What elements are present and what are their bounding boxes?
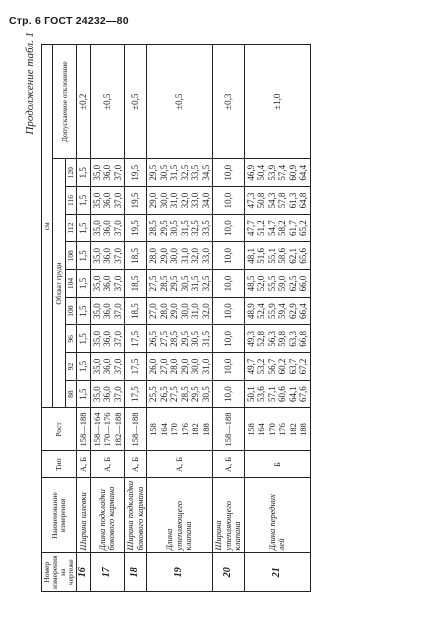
row-value [213,187,245,215]
row-value-line: 28,0 [148,247,158,264]
row-tolerance: ±0,2 [77,45,91,159]
row-value-line: 37,0 [112,386,123,403]
row-value-line: 49,7 [245,358,256,375]
row-value [125,380,147,408]
row-value [244,297,310,325]
row-value [90,214,125,242]
row-value-line: 29,0 [169,303,179,320]
row-value-line: 1,5 [78,250,88,262]
row-value-line: 34,5 [200,164,211,181]
row-value-line: 50,4 [256,164,266,181]
row-value-line: 29,5 [148,164,158,181]
row-value-line: 64,1 [287,386,298,403]
row-value-line: 26,5 [158,386,169,403]
row-value [77,242,91,270]
col-obhvat: Обхват груди [53,159,66,408]
row-value-line: 56,7 [266,358,277,375]
row-value-line: 26,5 [148,330,158,347]
row-value-line: 62,1 [287,247,298,264]
row-value-line: 1,5 [78,388,88,400]
row-value-line: 56,3 [266,330,277,347]
row-value [147,187,213,215]
row-value-line: 63,3 [287,330,298,347]
row-value-line: 51,6 [256,247,266,264]
row-value-line: 30,5 [158,164,169,181]
row-value-line: 30,5 [190,330,200,347]
row-value [77,270,91,298]
row-value-line: 57,4 [277,164,287,181]
row-value-line: 27,5 [148,275,158,292]
row-value-line: 31,5 [169,164,179,181]
row-value-line: 30,0 [179,303,190,320]
row-value-line: 65,6 [298,247,308,264]
row-value-line: 62,5 [287,275,298,292]
row-value-line: 17,5 [130,330,141,347]
row-value-line: 1,5 [78,194,88,207]
row-value-line: 33,5 [200,220,211,237]
row-value-line: 29,0 [148,192,158,209]
row-name: Длина передних лей [244,478,310,553]
row-rost [147,408,213,451]
row-value-line: 19,5 [130,164,141,181]
row-rost-line: 158 [245,423,256,436]
row-value-line: 29,5 [179,330,190,347]
row-value-line: 32,5 [200,275,211,292]
row-value-line: 33,5 [190,164,200,181]
row-type: А, Б [213,451,245,478]
row-value-line: 54,3 [266,192,277,209]
row-rost-line: 182—188 [112,412,123,447]
row-value-line: 51,2 [256,220,266,237]
row-value-line: 35,0 [91,164,102,181]
row-value-line: 34,0 [200,192,211,209]
row-value-line: 55,1 [266,247,277,264]
col-num: Номер измерения на чертеже [42,553,77,592]
row-rost-line: 182 [287,423,298,436]
row-rost-line: 182 [190,423,200,436]
row-name: Длина подкладки бокового кармана [90,478,125,553]
row-value-line: 35,0 [91,247,102,264]
row-value-line: 31,5 [179,220,190,237]
row-value [125,297,147,325]
row-value-line: 29,0 [158,247,169,264]
row-name: Ширина шлевки [77,478,91,553]
row-value-line: 52,8 [256,330,266,347]
row-value-line: 55,9 [266,303,277,320]
row-value [213,270,245,298]
row-value-line: 35,0 [91,330,102,347]
col-size-108: 108 [66,242,77,270]
row-rost-line: 164 [158,423,169,436]
row-value [90,297,125,325]
table-continuation-label: Продолжение табл. 1 [24,32,36,135]
row-value-line: 33,0 [200,247,211,264]
row-value-line: 35,0 [91,275,102,292]
row-value-line: 64,8 [298,192,308,209]
row-tolerance: ±0,3 [213,45,245,159]
row-value-line: 36,0 [102,330,112,347]
table-row [147,45,213,592]
row-value-line: 27,5 [169,386,179,403]
row-value-line: 36,0 [102,386,112,403]
col-size-120: 120 [66,159,77,187]
row-value [147,353,213,381]
row-rost-line: 170—176 [102,412,112,447]
row-value-line: 30,5 [179,275,190,292]
row-value-line: 60,6 [277,386,287,403]
row-value-line: 30,5 [200,386,211,403]
row-number: 21 [244,553,310,592]
row-value [244,270,310,298]
row-rost-line: 170 [169,423,179,436]
row-rost [213,408,245,451]
row-value-line: 53,9 [266,164,277,181]
row-number: 16 [77,553,91,592]
row-tolerance: ±1,0 [244,45,310,159]
row-value [125,187,147,215]
row-value-line: 48,9 [245,303,256,320]
row-value-line: 1,5 [78,333,88,345]
row-rost-line: 158—188 [130,412,141,447]
row-value-line: 31,0 [190,303,200,320]
row-value-line: 61,7 [287,220,298,237]
row-type: А, Б [77,451,91,478]
row-rost-line: 188 [200,423,211,436]
row-value [213,214,245,242]
row-value-line: 28,0 [169,358,179,375]
row-value-line: 65,2 [298,220,308,237]
row-number: 20 [213,553,245,592]
row-value-line: 31,0 [179,247,190,264]
row-value-line: 67,6 [298,386,308,403]
table-row [244,45,310,592]
row-value-line: 52,4 [256,303,266,320]
row-value-line: 19,5 [130,192,141,209]
row-value-line: 37,0 [112,275,123,292]
row-value-line: 29,5 [190,386,200,403]
row-value-line: 28,5 [148,220,158,237]
row-value-line: 31,0 [169,192,179,209]
row-value [77,353,91,381]
row-value-line: 29,5 [158,220,169,237]
row-value-line: 19,5 [130,220,141,237]
col-size-112: 112 [66,214,77,242]
row-value-line: 29,5 [169,275,179,292]
row-value-line: 37,0 [112,303,123,320]
row-value-line: 27,0 [158,358,169,375]
row-value-line: 59,4 [277,303,287,320]
rotated-table-area [24,32,424,592]
row-value [125,353,147,381]
row-value-line: 66,8 [298,330,308,347]
row-value-line: 62,9 [287,303,298,320]
row-rost-line: 176 [179,423,190,436]
row-value-line: 31,0 [200,358,211,375]
measurements-table [41,44,311,592]
row-rost-line: 158 [148,423,158,436]
row-value-line: 1,5 [78,277,88,290]
row-value-line: 32,5 [190,220,200,237]
row-value-line: 35,0 [91,358,102,375]
row-value-line: 35,0 [91,220,102,237]
row-name: Длина утепляющего клапана [147,478,213,553]
row-tolerance: ±0,5 [90,45,125,159]
row-value [90,242,125,270]
row-value-line: 54,7 [266,220,277,237]
row-value-line: 10,0 [223,164,233,181]
row-value-line: 66,0 [298,275,308,292]
row-value-line: 35,0 [91,192,102,209]
row-value-line: 30,0 [158,192,169,209]
row-type: А, Б [125,451,147,478]
row-value-line: 36,0 [102,358,112,375]
row-value-line: 30,0 [190,358,200,375]
row-value-line: 32,0 [200,303,211,320]
row-value-line: 48,5 [245,275,256,292]
row-rost-line: 158—188 [223,412,233,447]
row-value [147,214,213,242]
row-value-line: 17,5 [130,386,141,403]
row-value-line: 32,0 [179,192,190,209]
row-value [125,159,147,187]
page-header: Стр. 6 ГОСТ 24232—80 [9,15,129,27]
row-value [90,353,125,381]
row-value-line: 37,0 [112,247,123,264]
row-value [77,159,91,187]
row-value [147,325,213,353]
row-value-line: 32,0 [190,247,200,264]
row-name: Ширина подкладки бокового кармана [125,478,147,553]
row-value-line: 36,0 [102,247,112,264]
row-value-line: 63,7 [287,358,298,375]
row-value-line: 26,0 [148,358,158,375]
row-value [213,380,245,408]
row-rost-line: 170 [266,423,277,436]
row-value-line: 29,0 [179,358,190,375]
row-value-line: 55,5 [266,275,277,292]
row-value-line: 48,1 [245,247,256,264]
row-value-line: 47,3 [245,192,256,209]
row-value [77,297,91,325]
row-value [213,242,245,270]
row-value-line: 67,2 [298,358,308,375]
row-value [77,214,91,242]
row-type: А, Б [147,451,213,478]
row-value-line: 49,3 [245,330,256,347]
row-value-line: 17,5 [130,358,141,375]
row-value-line: 58,2 [277,220,287,237]
row-value-line: 30,5 [169,220,179,237]
row-value-line: 37,0 [112,358,123,375]
col-type: Тип [42,451,77,478]
col-rost: Рост [42,408,77,451]
row-value-line: 28,5 [179,386,190,403]
row-value-line: 57,8 [277,192,287,209]
table-row [125,45,147,592]
row-value-line: 1,5 [78,360,88,373]
row-value-line: 36,0 [102,275,112,292]
row-value-line: 57,1 [266,386,277,403]
row-rost-line: 164 [256,423,266,436]
row-value [244,242,310,270]
row-value-line: 18,5 [130,275,141,292]
row-value-line: 10,0 [223,220,233,237]
row-value-line: 37,0 [112,164,123,181]
row-value-line: 31,5 [190,275,200,292]
row-value-line: 32,5 [179,164,190,181]
row-value-line: 61,3 [287,192,298,209]
row-value-line: 36,0 [102,164,112,181]
row-value [90,270,125,298]
row-value-line: 1,5 [78,222,88,234]
row-value [125,325,147,353]
row-tolerance: ±0,5 [125,45,147,159]
row-value [244,380,310,408]
row-value-line: 28,5 [169,330,179,347]
row-value-line: 50,1 [245,386,256,403]
row-type: А, Б [90,451,125,478]
row-value [77,187,91,215]
col-size-104: 104 [66,270,77,298]
row-value-line: 10,0 [223,386,233,403]
col-name: Наименование измерения [42,478,77,553]
row-value-line: 28,0 [158,303,169,320]
row-value-line: 59,0 [277,275,287,292]
row-value [147,159,213,187]
row-value-line: 35,0 [91,386,102,403]
col-size-116: 116 [66,187,77,215]
row-number: 19 [147,553,213,592]
row-value-line: 10,0 [223,330,233,347]
row-value [244,187,310,215]
row-value-line: 35,0 [91,303,102,320]
row-value [90,325,125,353]
row-value-line: 50,8 [256,192,266,209]
row-value-line: 27,5 [158,330,169,347]
row-value [147,380,213,408]
col-size-100: 100 [66,297,77,325]
row-value-line: 52,0 [256,275,266,292]
row-rost [244,408,310,451]
row-value [125,242,147,270]
row-rost [77,408,91,451]
row-value [244,353,310,381]
row-rost-line: 188 [298,423,308,436]
row-rost-line: 158—188 [78,412,88,447]
col-size-96: 96 [66,325,77,353]
row-value [213,159,245,187]
row-value-line: 10,0 [223,275,233,292]
row-value-line: 36,0 [102,192,112,209]
row-value [147,297,213,325]
row-rost-line: 158—164 [91,412,102,447]
row-value-line: 33,0 [190,192,200,209]
row-value [90,159,125,187]
row-number: 17 [90,553,125,592]
row-value-line: 64,4 [298,164,308,181]
row-value-line: 31,5 [200,330,211,347]
col-size-88: 88 [66,380,77,408]
row-value [147,242,213,270]
row-value-line: 53,2 [256,358,266,375]
row-number: 18 [125,553,147,592]
row-tolerance: ±0,5 [147,45,213,159]
row-value-line: 47,7 [245,220,256,237]
row-value [90,187,125,215]
row-value-line: 36,0 [102,303,112,320]
row-rost [125,408,147,451]
row-value [244,214,310,242]
row-value-line: 30,0 [169,247,179,264]
row-value [125,214,147,242]
row-value [77,380,91,408]
row-value [244,325,310,353]
row-value [90,380,125,408]
row-value-line: 1,5 [78,167,88,179]
row-value [147,270,213,298]
row-value-line: 18,5 [130,303,141,320]
row-value-line: 59,8 [277,330,287,347]
row-name: Ширина утепляющего клапана [213,478,245,553]
row-value-line: 37,0 [112,192,123,209]
row-value-line: 10,0 [223,303,233,320]
col-unit: см [42,45,53,409]
row-rost [90,408,125,451]
row-value-line: 60,9 [287,164,298,181]
row-value [213,325,245,353]
row-value-line: 36,0 [102,220,112,237]
row-value-line: 25,5 [148,386,158,403]
row-value-line: 27,0 [148,303,158,320]
row-value [244,159,310,187]
row-value [125,270,147,298]
row-value [213,353,245,381]
row-value-line: 37,0 [112,220,123,237]
row-value-line: 18,5 [130,247,141,264]
row-value-line: 10,0 [223,247,233,264]
row-value-line: 1,5 [78,305,88,317]
table-row [213,45,245,592]
row-value-line: 60,2 [277,358,287,375]
col-tol: Допускаемое отклонение [53,45,77,159]
row-value-line: 46,9 [245,164,256,181]
table-row [77,45,91,592]
table-row [90,45,125,592]
row-rost-line: 176 [277,423,287,436]
row-value-line: 28,5 [158,275,169,292]
row-type: Б [244,451,310,478]
row-value-line: 37,0 [112,330,123,347]
row-value-line: 10,0 [223,192,233,209]
col-size-92: 92 [66,353,77,381]
row-value [77,325,91,353]
row-value-line: 10,0 [223,358,233,375]
row-value-line: 66,4 [298,303,308,320]
row-value-line: 58,6 [277,247,287,264]
row-value-line: 53,6 [256,386,266,403]
row-value [213,297,245,325]
